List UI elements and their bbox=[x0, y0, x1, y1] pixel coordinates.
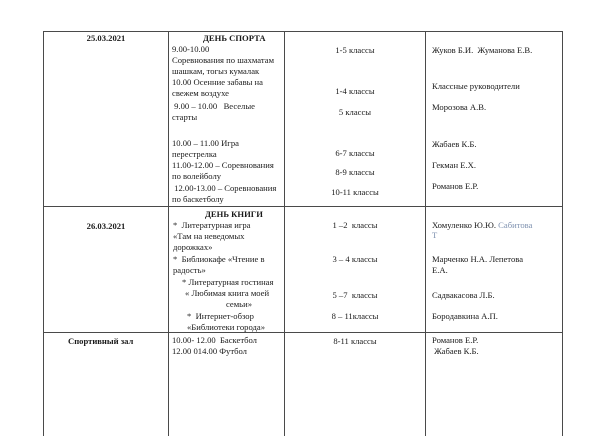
row2-title: ДЕНЬ КНИГИ bbox=[205, 209, 263, 219]
row-divider-2 bbox=[43, 332, 563, 333]
responsible-name-faint: Сабитова bbox=[498, 220, 533, 230]
row1-responsible-item: Жуков Б.И. Жуманова Е.В. bbox=[432, 45, 533, 55]
row1-classes-item: 5 классы bbox=[338, 107, 372, 117]
row1-event-line: 10.00 Осенние забавы на bbox=[172, 77, 263, 87]
row1-event-line: 10.00 – 11.00 Игра bbox=[172, 138, 239, 148]
row1-event-line: перестрелка bbox=[172, 149, 217, 159]
row2-classes-item: 1 –2 классы bbox=[332, 220, 378, 230]
row2-responsible-item: Бородавкина А.П. bbox=[432, 311, 498, 321]
row1-event-line: старты bbox=[172, 112, 198, 122]
row1-responsible-item: Классные руководители bbox=[432, 81, 520, 91]
row1-event-line: свежем воздухе bbox=[172, 88, 229, 98]
row2-event-line: семьи» bbox=[226, 299, 252, 309]
row1-title: ДЕНЬ СПОРТА bbox=[203, 33, 266, 43]
row3-responsible-item: Романов Е.Р. bbox=[432, 335, 479, 345]
row2-classes-item: 8 – 11классы bbox=[331, 311, 379, 321]
row3-event-line: 10.00- 12.00 Баскетбол bbox=[172, 335, 257, 345]
row1-classes-item: 10-11 классы bbox=[331, 187, 379, 197]
row1-event-line: 12.00-13.00 – Соревнования bbox=[172, 183, 277, 193]
row1-responsible-item: Морозова А.В. bbox=[432, 102, 487, 112]
column-divider-1 bbox=[168, 31, 169, 436]
row2-responsible-item: Е.А. bbox=[432, 265, 448, 275]
row1-event-line: 11.00-12.00 – Соревнования bbox=[172, 160, 274, 170]
row1-event-line: по волейболу bbox=[172, 171, 222, 181]
row1-date: 25.03.2021 bbox=[86, 33, 126, 43]
row2-responsible-item: Садвакасова Л.Б. bbox=[432, 290, 495, 300]
row2-event-line: * Библиокафе «Чтение в bbox=[173, 254, 265, 264]
row1-responsible-item: Жабаев К.Б. bbox=[432, 139, 477, 149]
row2-event-line: * Литературная игра bbox=[173, 220, 251, 230]
row3-event-line: 12.00 014.00 Футбол bbox=[172, 346, 247, 356]
row2-event-line: «Библиотеки города» bbox=[187, 322, 265, 332]
row1-event-line: 9.00-10.00 bbox=[172, 44, 210, 54]
row2-event-line: радость» bbox=[173, 265, 206, 275]
row2-event-line: « Любимая книга моей bbox=[185, 288, 270, 298]
row2-event-line: «Там на неведомых bbox=[173, 231, 245, 241]
responsible-name-faint-initial: Т bbox=[432, 230, 438, 240]
row2-event-line: дорожках» bbox=[173, 242, 213, 252]
row2-classes-item: 3 – 4 классы bbox=[332, 254, 378, 264]
row1-responsible-item: Гекман Е.Х. bbox=[432, 160, 476, 170]
row1-classes-item: 8-9 классы bbox=[335, 167, 375, 177]
row1-classes-item: 6-7 классы bbox=[335, 148, 375, 158]
table-border-top bbox=[43, 31, 563, 32]
table-border-left bbox=[43, 31, 44, 436]
row3-location: Спортивный зал bbox=[68, 336, 134, 346]
column-divider-3 bbox=[425, 31, 426, 436]
row1-responsible-item: Романов Е.Р. bbox=[432, 181, 479, 191]
row1-event-line: шашкам, тогыз кумалак bbox=[172, 66, 260, 76]
row1-classes-item: 1-5 классы bbox=[335, 45, 375, 55]
row2-event-line: * Интернет-обзор bbox=[187, 311, 254, 321]
row2-responsible-item: Марченко Н.А. Лепетова bbox=[432, 254, 524, 264]
row1-classes-item: 1-4 классы bbox=[335, 86, 375, 96]
row2-responsible-main bbox=[432, 220, 532, 230]
row3-classes-item: 8-11 классы bbox=[333, 336, 377, 346]
row2-date: 26.03.2021 bbox=[86, 221, 126, 231]
table-border-right bbox=[562, 31, 563, 436]
row2-classes-item: 5 –7 классы bbox=[332, 290, 378, 300]
row-divider-1 bbox=[43, 206, 563, 207]
row1-event-line: 9.00 – 10.00 Веселые bbox=[172, 101, 255, 111]
row3-responsible-item: Жабаев К.Б. bbox=[432, 346, 479, 356]
responsible-name: Хомуленко Ю.Ю. bbox=[432, 220, 497, 230]
row1-event-line: Соревнования по шахматам bbox=[172, 55, 275, 65]
row2-event-line: * Литературная гостиная bbox=[182, 277, 274, 287]
row1-event-line: по баскетболу bbox=[172, 194, 224, 204]
